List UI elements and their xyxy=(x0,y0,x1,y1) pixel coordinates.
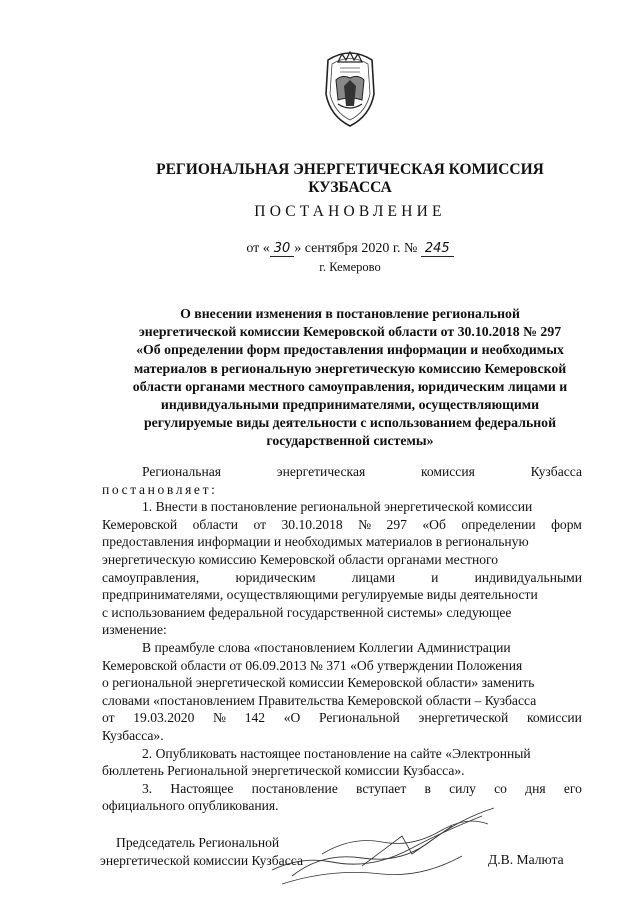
body-word: № xyxy=(213,710,227,726)
body-text: 2. Опубликовать настоящее постановление на сайте «Электронный xyxy=(142,745,531,761)
body-word: со xyxy=(494,780,507,796)
body-line: изменение: xyxy=(102,622,167,638)
body-word: 142 xyxy=(244,710,266,726)
intro-line xyxy=(102,463,582,481)
body-word: 297 xyxy=(386,516,407,532)
document-date xyxy=(200,241,500,257)
body-word: лицами xyxy=(351,569,395,585)
body-line: предпринимателями, осуществляющими регулируемые виды деятельности xyxy=(102,587,538,603)
body-line xyxy=(102,498,582,516)
date-prefix: от « xyxy=(246,241,270,256)
signatory-title-line1: Председатель Региональной xyxy=(116,835,280,850)
body-line: предоставления информации и необходимых материалов в региональную xyxy=(102,534,529,550)
subject-line: «Об определении форм предоставления информации и необходимых xyxy=(136,342,564,358)
body-line: Кемеровской области от 06.09.2013 № 371 «Об утверждении Положения xyxy=(102,657,523,673)
body-word: его xyxy=(563,780,582,796)
body-word: Настоящее xyxy=(170,780,234,796)
body-word: Региональной xyxy=(319,710,400,726)
subject-line: области органами местного самоуправления, юридическим лицами и xyxy=(132,378,568,394)
body-word: от xyxy=(253,516,267,532)
body-word: Кузбасса xyxy=(530,464,582,479)
subject-line: О внесении изменения в постановление региональной xyxy=(180,306,520,321)
body-word: в xyxy=(424,780,431,796)
body-line-justified xyxy=(102,516,582,534)
body-line: бюллетень Региональной энергетической комиссии Кузбасса». xyxy=(102,763,465,779)
organization-name-line1: РЕГИОНАЛЬНАЯ ЭНЕРГЕТИЧЕСКАЯ КОМИССИЯ xyxy=(156,161,544,178)
body-word: от xyxy=(102,710,115,726)
body-word: 30.10.2018 xyxy=(281,516,343,532)
body-word: Региональная xyxy=(142,464,222,479)
subject-line: регулируемые виды деятельности с использованием федеральной xyxy=(143,415,557,431)
body-word: № xyxy=(358,516,372,532)
body-line: Кузбасса». xyxy=(102,727,164,743)
body-word: энергетической xyxy=(418,710,509,726)
document-city: г. Кемерово xyxy=(319,260,381,274)
coat-of-arms-emblem xyxy=(318,50,382,128)
body-line: словами «постановлением Правительства Кемеровской области – Кузбасса xyxy=(102,692,537,708)
body-line: о региональной энергетической комиссии Кемеровской области» заменить xyxy=(102,675,535,691)
signatory-title xyxy=(100,834,303,870)
body-word: юридическим xyxy=(235,569,316,585)
signatory-title-line2: энергетической комиссии Кузбасса xyxy=(100,853,303,868)
date-middle: » сентября 2020 г. № xyxy=(294,241,418,256)
body-line: официального опубликования. xyxy=(102,798,279,814)
body-word: «Об xyxy=(422,516,446,532)
body-word: 3. xyxy=(142,780,153,796)
body-word: «О xyxy=(283,710,301,726)
body-word: энергетическая xyxy=(276,464,366,479)
subject-line: индивидуальными предпринимателями, осуществляющими xyxy=(160,397,540,413)
body-word: вступает xyxy=(356,780,407,796)
body-word: самоуправления, xyxy=(102,569,200,585)
body-word: дня xyxy=(525,780,546,796)
body-word: комиссия xyxy=(420,464,475,479)
body-text: 1. Внести в постановление региональной энергетической комиссии xyxy=(142,499,533,515)
body-word: постановление xyxy=(251,780,338,796)
body-line: с использованием федеральной государственной системы» следующее xyxy=(102,604,512,620)
body-line-justified xyxy=(102,709,582,727)
body-word: 19.03.2020 xyxy=(133,710,195,726)
subject-line: государственной системы» xyxy=(266,433,434,449)
date-day: 30 xyxy=(270,241,295,257)
body-line-justified xyxy=(102,780,582,798)
subject-line: материалов в региональную энергетическую комиссию Кемеровской xyxy=(133,360,567,376)
document-number: 245 xyxy=(421,241,454,257)
body-line xyxy=(102,745,582,763)
subject-line: энергетической комиссии Кемеровской области от 30.10.2018 № 297 xyxy=(138,324,562,340)
body-line: энергетическую комиссию Кемеровской области органами местного xyxy=(102,551,499,567)
body-word: комиссии xyxy=(526,710,582,726)
body-word: и xyxy=(431,569,439,585)
body-word: определении xyxy=(461,516,536,532)
body-word: силу xyxy=(449,780,476,796)
body-line-justified xyxy=(102,569,582,587)
decree-word: постановляет: xyxy=(102,481,218,497)
organization-name-line2: КУЗБАССА xyxy=(308,179,392,196)
body-line xyxy=(102,639,582,657)
body-text: В преамбуле слова «постановлением Коллегии Администрации xyxy=(142,639,511,655)
signatory-name: Д.В. Малюта xyxy=(488,852,564,867)
body-word: Кемеровской xyxy=(102,516,178,532)
body-word: области xyxy=(192,516,239,532)
document-type: ПОСТАНОВЛЕНИЕ xyxy=(254,203,446,220)
body-word: индивидуальными xyxy=(474,569,582,585)
document-subject xyxy=(96,305,604,451)
body-word: форм xyxy=(551,516,582,532)
document-body xyxy=(102,463,582,815)
